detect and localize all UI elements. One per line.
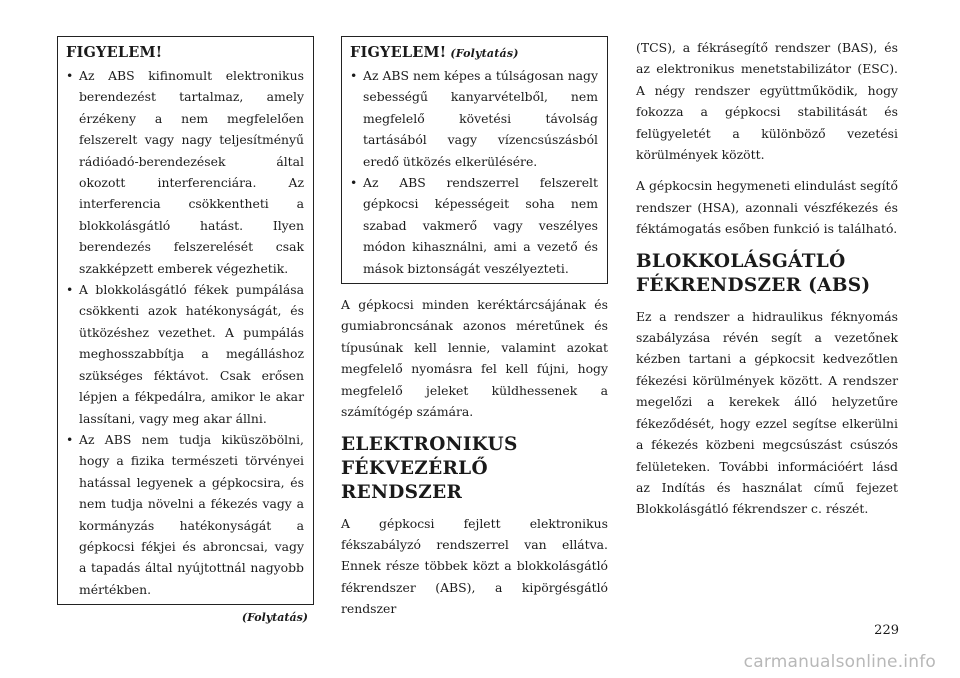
paragraph: A gépkocsi minden keréktárcsájának és gumiabroncsának azonos méretűnek és típusúnak kell lennie, valamint azokat megfelelő nyomásra fel kell fújni, hogy megfelelő jeleket küldhessenek a számítógép számára. <box>341 297 608 420</box>
watermark: carmanualsonline.info <box>743 652 936 672</box>
warning-list <box>350 65 598 279</box>
section-heading <box>636 250 898 298</box>
column-right <box>636 37 898 530</box>
section-heading <box>341 433 608 505</box>
warning-item: • Az ABS kifinomult elektronikus berendezést tartalmaz, amely érzékeny a nem megfelelően felszerelt vagy nagy teljesítményű rádióadó-berendezések által okozott interferenciára. Az interferencia csökkentheti a blokkolásgátló hatást. Ilyen berendezés felszerelését csak szakképzett emberek végezhetik. <box>66 65 304 279</box>
paragraph: (TCS), a fékrásegítő rendszer (BAS), és az elektronikus menetstabilizátor (ESC). A négy rendszer együttműködik, hogy fokozza a gépkocsi stabilitását és felügyeletét a különböző vezetési körülmények között. <box>636 40 898 163</box>
column-middle <box>341 36 608 630</box>
warning-item: • Az ABS rendszerrel felszerelt gépkocsi képességeit soha nem szabad vakmerő vagy veszélyes módon kihasználni, ami a vezető és mások biztonságát veszélyezteti. <box>350 172 598 279</box>
warning-box-continued <box>341 36 608 284</box>
column-left <box>57 36 314 624</box>
warning-title-text: FIGYELEM! <box>350 44 447 61</box>
warning-item: • A blokkolásgátló fékek pumpálása csökkenti azok hatékonyságát, és ütközéshez vezethet. A pumpálás meghosszabbítja a megálláshoz szükséges féktávot. Csak erősen lépjen a fékpedálra, amikor le akar lassítani, vagy meg akar állni. <box>66 279 304 429</box>
heading-line: ELEKTRONIKUS <box>341 433 518 455</box>
paragraph: Ez a rendszer a hidraulikus féknyomás szabályzása révén segít a vezetőnek kézben tartani a gépkocsit kedvezőtlen fékezési körülmények között. A rendszer megelőzi a kerekek álló helyzetűre fékeződését, hogy ezzel segítse elkerülni a fékezés közbeni megcsúszást csúszós felületeken. További információért lásd az Indítás és használat című fejezet Blokkolásgátló fékrendszer c. részét. <box>636 308 898 517</box>
heading-line: RENDSZER <box>341 481 463 503</box>
warning-title <box>350 44 598 61</box>
paragraph: A gépkocsi fejlett elektronikus fékszabályzó rendszerrel van ellátva. Ennek része többek közt a blokkolásgátló fékrendszer (ABS), a kipörgésgátló rendszer <box>341 515 608 617</box>
heading-line: FÉKVEZÉRLŐ <box>341 457 488 479</box>
warning-title: FIGYELEM! <box>66 44 163 61</box>
heading-line: BLOKKOLÁSGÁTLÓ <box>636 250 846 272</box>
page-number: 229 <box>874 623 899 638</box>
continued-note: (Folytatás) <box>241 611 308 625</box>
warning-continued-label: (Folytatás) <box>450 47 519 60</box>
warning-item: • Az ABS nem képes a túlságosan nagy sebességű kanyarvételből, nem megfelelő követési távolság tartásából vagy vízencsúszásból eredő ütközés elkerülésére. <box>350 65 598 172</box>
heading-line: FÉKRENDSZER (ABS) <box>636 274 871 296</box>
warning-box <box>57 36 314 605</box>
warning-item: • Az ABS nem tudja kiküszöbölni, hogy a fizika természeti törvényei hatással legyenek a gépkocsira, és nem tudja növelni a fékezés vagy a kormányzás hatékonyságát a gépkocsi fékjei és abroncsai, vagy a tapadás által nyújtottnál nagyobb mértékben. <box>66 429 304 600</box>
warning-list <box>66 65 304 600</box>
paragraph: A gépkocsin hegymeneti elindulást segítő rendszer (HSA), azonnali vészfékezés és féktámogatás esőben funkció is található. <box>636 178 898 237</box>
